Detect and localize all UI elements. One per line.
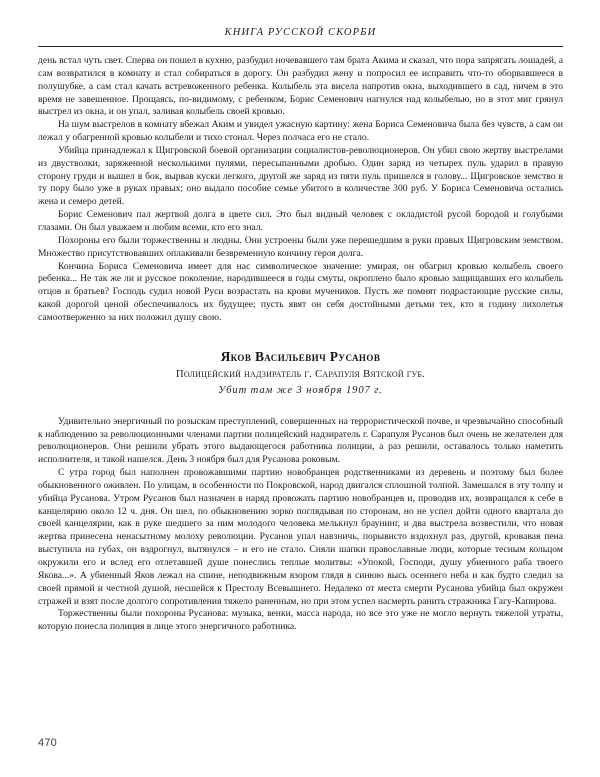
- paragraph: С утра город был наполнен провожавшими партию новобранцев родственниками из деревень и поэтому был более обыкновенного оживлен. По улицам, в особенности по Покровской, народ двигался сплошной толпой. Замешался в эту толпу и убийца Русанова. Утром Русанов был назначен в наряд провожать партию новобранцев и, проводив их, возвращался к себе в канцелярию около 12 ч. дня. Он шел, по обыкновению зорко поглядывая по сторонам, но не успел дойти одного квартала до своей канцелярии, как в руке шедшего за ним молодого человека мелькнул браунинг, и два выстрела возвестили, что новая жертва принесена ненасытному молоху революции. Русанов упал навзничь, порывисто вздохнул раз, другой, кровавая пена выступила на губах, он вздрогнул, вытянулся – и его не стало. Сняли шапки православные люди, которые тесным кольцом окружили его и вслед его отлетавшей душе понеслись теплые молитвы: «Упокой, Господи, душу убиенного раба твоего Якова...». А убиенный Яков лежал на спине, неподвижным взором глядя в синюю высь осеннего неба и как будто следил за своей прямой и честной душой, несшейся к Престолу Всевышнего. Недалеко от места смерти Русанова убийца был окружен стражей и взят после долгого сопротивления тяжело раненным, но при этом успел насмерть ранить стражника Гагу-Капирова.: [38, 467, 563, 607]
- paragraph: Кончина Бориса Семеновича имеет для нас символическое значение: умирая, он обагрил кровью колыбель своего ребенка... Не так же ли и русское поколение, народившееся в годы смуты, окроплено было кровью защищавших его колыбель отцов и братьев? Господь судил новой Руси возрастать на крови мучеников. Пусть же помнят подрастающие русские силы, какой дорогой ценой обеспечивалось их будущее; пусть явят он себя достойными детьми тех, кто в годину лихолетья самоотверженно за них положил душу свою.: [38, 260, 563, 323]
- victim-role-subtitle: Полицейский надзиратель г. Сарапуля Вятской губ.: [175, 367, 426, 380]
- paragraph: день встал чуть свет. Сперва он пошел в кухню, разбудил ночевавшего там брата Акима и сказал, что пора запрягать лошадей, а сам возвратился в комнату и стал собираться в дорогу. Он разбудил жену и попросил ее исправить что-то оборвавшееся в полушубке, а сам стал качать встревоженного ребенка. Колыбель эта висела напротив окна, выходившего в сад, ничем в это время не завешенное. Прощаясь, по-видимому, с ребенком, Борис Семенович нагнулся над колыбелью, но в этот миг грянул выстрел из окна, и он упал, заливая колыбель своей кровью.: [38, 55, 563, 118]
- paragraph: Убийца принадлежал к Щигровской боевой организации социалистов-революционеров. Он убил свою жертву выстрелами из двустволки, заряженной несколькими пулями, пересыпанными дробью. Один заряд из четырех пуль ударил в правую сторону груди и вышел в бок, вырвав куски легкого, другой же заряд из пяти пуль пришелся в голову... Щигровское земство в ту пору было уже в руках правых; оно выдало пособие семье убитого в количестве 300 руб. У Бориса Семеновича остались жена и семеро детей.: [38, 144, 563, 208]
- paragraph: Торжественны были похороны Русанова: музыка, венки, масса народа, но все это уже не могло вернуть тяжелой утраты, которую понесла полиция в лице этого энергичного работника.: [38, 608, 563, 633]
- victim-killed-line: Убит там же 3 ноября 1907 г.: [218, 384, 383, 396]
- section-heading-block: [38, 348, 563, 399]
- paragraph: На шум выстрелов в комнату вбежал Аким и увидел ужасную картину: жена Бориса Семеновича была без чувств, а сам он лежал у обагренной кровью колыбели и тихо стонал. Через полчаса его не стало.: [38, 119, 563, 144]
- paragraph: Борис Семенович пал жертвой долга в цвете сил. Это был видный человек с окладистой русой бородой и голубыми глазами. Он был уважаем и любим всеми, кто его знал.: [38, 209, 563, 233]
- running-header: КНИГА РУССКОЙ СКОРБИ: [224, 27, 377, 38]
- paragraph: Похороны его были торжественны и людны. Они устроены были уже перешедшим в руки правых Щигровским земством. Множество присутствовавших оплакивали безвременную кончину героя долга.: [38, 234, 563, 259]
- text-column: [38, 55, 563, 634]
- victim-name-heading: Яков Васильевич Русанов: [220, 348, 381, 364]
- page-number: 470: [38, 737, 57, 749]
- paragraph: Удивительно энергичный по розыскам преступлений, совершенных на террористической почве, и чрезвычайно способный к наблюдению за революционными членами партии полицейский надзиратель г. Сарапуля Русанов был очень не желателен для революционеров. Они решили убрать этого выдающегося работника полиции, а раз решили, оставалось только наметить исполнителя, и такой нашелся. День 3 ноября был для Русанова роковым.: [38, 415, 563, 466]
- header-rule-divider: [38, 46, 563, 47]
